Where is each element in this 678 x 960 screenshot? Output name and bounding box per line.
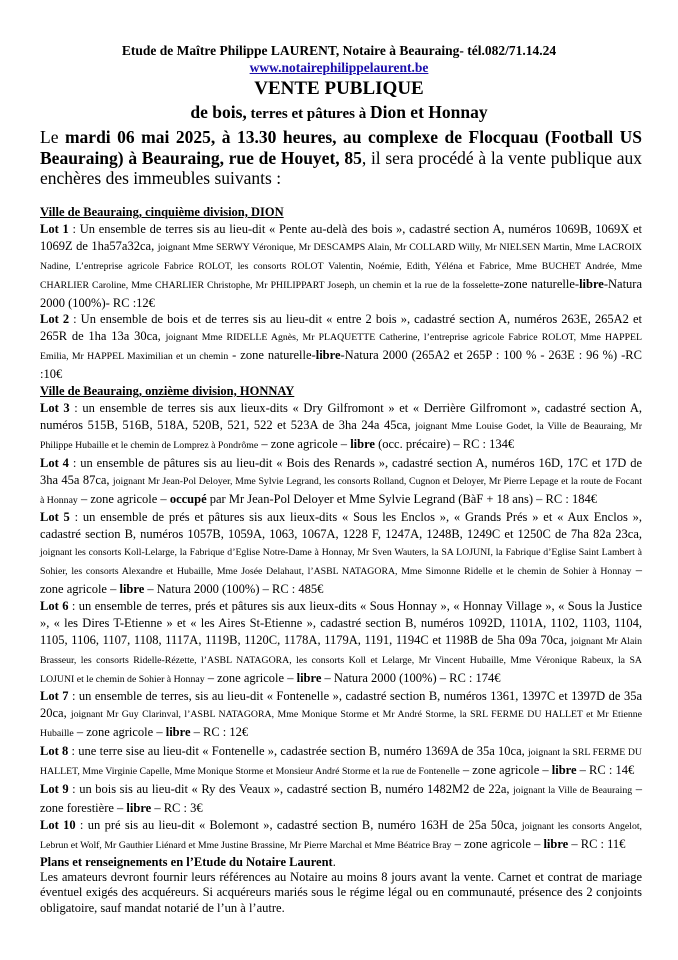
subtitle-part: terres et pâtures à [246,106,370,122]
lot-status: libre [315,348,341,363]
closing-block [40,855,642,916]
lot-neighbours: joignant Mme Louise Godet, la Ville de Beauraing, Mr Philippe Hubaille et le chemin de Lomprez à Pondrôme [40,420,643,451]
intro-text: , il sera procédé à la vente publique aux enchères des immeubles suivants : [40,147,642,188]
lot-label: Lot 2 [40,312,70,327]
lot-zone: – zone agricole – [73,725,166,740]
lot-item [40,221,642,312]
lot-item [40,311,642,383]
lot-item [40,743,642,781]
lot-label: Lot 7 [40,689,69,704]
lot-zone: – zone agricole – [40,563,642,597]
lot-description: : un bois sis au lieu-dit « Ry des Veaux », cadastré section B, numéro 1482M2 de 22a, [68,782,514,796]
lot-description: : Un ensemble de bois et de terres sis au lieu-dit « entre 2 bois », cadastré section A, numéros 263E, 265A2 et 265R de 1ha 13a 30ca, [40,312,643,344]
subtitle-part: Dion et Honnay [369,102,488,122]
intro-paragraph [40,127,642,189]
lot-status: libre [119,582,145,597]
lot-rc: par Mr Jean-Pol Deloyer et Mme Sylvie Legrand (BàF + 18 ans) – RC : 184€ [206,491,597,506]
lot-label: Lot 6 [40,598,69,613]
lot-neighbours: joignant la Ville de Beauraing [513,785,633,796]
lot-description: : un ensemble de prés et pâtures sis aux lieux-dits « Sous les Enclos », « Grands Prés » et « Aux Enclos », cadastré section B, numéros 1057B, 1059A, 1063, 1067A, 1228 F, 1247A, 1248B, 1249C et 1250C de 7ha 82a 23ca, [40,510,642,542]
sale-location: , au complexe de Flocquau (Football US Beauraing) à Beauraing, rue de Houyet, 85 [40,127,642,168]
lot-neighbours: joignant Mr Jean-Pol Deloyer, Mme Sylvie Legrand, les consorts Rolland, Cugnon et Deloyer, Mr Pierre Lepage et la route de Focant à Honnay [40,475,642,506]
sale-date: mardi 06 mai 2025, à 13.30 heures [64,127,333,147]
lot-neighbours: joignant Mr Alain Brasseur, les consorts Ridelle-Rézette, l’ASBL NATAGORA, les consorts Koll et Lelarge, Mr Vincent Hubaille, Mme Véronique Rabeux, la SA LOJUNI et le chemin de Sohier à Honnay [40,635,642,685]
lot-rc: – Natura 2000 (100%) – RC : 485€ [144,582,324,597]
lot-rc: -Natura 2000 (100%)- RC :12€ [40,276,643,310]
lot-neighbours: joignant Mme RIDELLE Agnès, Mr PLAQUETTE Catherine, l’entreprise agricole Fabrice ROLOT, Mme HAPPEL Emilia, Mr HAPPEL Maximilian et un chemin [40,332,642,363]
lot-status: libre [165,725,191,740]
lot-status: libre [543,836,569,851]
lot-description: : un ensemble de pâtures sis au lieu-dit « Bois des Renards », cadastré section A, numéros 16D, 17C et 17D de 3ha 45a 87ca, [40,455,643,487]
lot-neighbours: joignant les consorts Angelot, Lebrun et Wolf, Mr Gauthier Liénard et Mme Justine Brassine, Mr Pierre Marchal et Mme Béatrice Bray [40,820,643,851]
lot-item [40,400,642,455]
office-header: Etude de Maître Philippe LAURENT, Notaire à Beauraing- tél.082/71.14.24 [121,43,557,58]
lot-item [40,455,642,510]
website-link[interactable]: www.notairephilippelaurent.be [249,60,429,75]
lot-rc: -Natura 2000 (265A2 et 265P : 100 % - 263E : 96 %) -RC :10€ [40,348,642,382]
lot-neighbours: joignant les consorts Koll-Lelarge, la Fabrique d’Eglise Notre-Dame à Honnay, Mr Sven Wauters, la SA LOJUNI, la Fabrique d’Eglise Saint Lambert à Sohier, les consorts Alexandre et Hubaille, Mme Josée Delahaut, l’ASBL NATAGORA, Mme Simonne Ridelle et le chemin de Sohier à Honnay [40,547,642,578]
lot-zone: – zone agricole – [451,836,544,851]
lots-list [40,204,642,855]
lot-description: : un pré sis au lieu-dit « Bolemont », cadastré section B, numéro 163H de 25a 50ca, [75,817,522,832]
lot-description: : un ensemble de terres, sis au lieu-dit « Fontenelle », cadastré section B, numéros 1361, 1397C et 1397D de 35a 20ca, [40,689,643,721]
lot-item [40,817,642,855]
page-subtitle [20,104,658,122]
lot-zone: – zone agricole – [77,491,170,506]
lot-description: : Un ensemble de terres sis au lieu-dit « Pente au-delà des bois », cadastré section A, numéros 1069B, 1069X et 1069Z de 1ha57a32ca, [40,221,642,253]
lot-zone: – zone agricole – [204,670,297,685]
lot-description: : un ensemble de terres sis aux lieux-dits « Dry Gilfromont » et « Derrière Gilfromont », cadastré section A, numéros 515B, 516B, 518A, 520B, 521, 522 et 523A de 3ha 24a 45ca, [40,400,643,432]
closing-heading [40,855,642,870]
lot-description: : une terre sise au lieu-dit « Fontenelle », cadastrée section B, numéro 1369A de 35a 10ca, [68,744,529,759]
lot-label: Lot 9 [40,782,69,796]
lot-label: Lot 1 [40,221,69,236]
lot-status: libre [126,800,152,815]
lot-zone: -zone naturelle- [499,276,580,291]
section-heading-honnay: Ville de Beauraing, onzième division, HONNAY [40,384,295,399]
lot-neighbours: joignant la SRL FERME DU HALLET, Mme Virginie Capelle, Mme Monique Storme et Monsieur André Storme et la rue de Fontenelle [40,747,642,778]
lot-neighbours: joignant Mr Guy Clarinval, l’ASBL NATAGORA, Mme Monique Storme et Mr André Storme, la SRL FERME DU HALLET et Mr Etienne Hubaille [40,709,642,740]
page-title: VENTE PUBLIQUE [254,78,424,99]
closing-text: Les amateurs devront fournir leurs références au Notaire au moins 8 jours avant la vente. Carnet et contrat de mariage éventuel exigés des acquéreurs. Si acquéreurs mariés sous le régime légal ou en communauté, présence des 2 conjoints obligatoire, sauf mandat notarié de l’un à l’autre. [40,870,642,915]
lot-zone: – zone forestière – [40,782,642,815]
subtitle-part: de bois, [190,102,247,122]
lot-item [40,509,642,598]
lot-status: libre [551,763,577,778]
lot-neighbours: joignant Mme SERWY Véronique, Mr DESCAMPS Alain, Mr COLLARD Willy, Mr NIELSEN Martin, Mme LACROIX Nadine, L’entreprise agricole Fabrice ROLOT, les consorts ROLOT Valentin, Noémie, Edith, Yéléna et Fabrice, Mme BUCHET Andrée, Mme CHARLIER Caroline, Mme CHARLIER Christophe, Mr PHILIPPART Joseph, un chemin et la rue de la fosselette [40,241,642,291]
section-heading-dion: Ville de Beauraing, cinquième division, DION [40,205,284,219]
lot-status: libre [579,276,604,291]
lot-label: Lot 5 [40,510,70,525]
lot-zone: – zone agricole – [258,436,351,451]
lot-rc: – RC : 11€ [568,836,626,851]
lot-description: : un ensemble de terres, prés et pâtures sis aux lieux-dits « Sous Honnay », « Honnay Village », « Sous la Justice », « les Dires T-Etienne » et « les Aires St-Etienne », cadastré section B, numéros 1092D, 1101A, 1102, 1103, 1104, 1105, 1106, 1107, 1108, 1117A, 1119B, 1120C, 1178A, 1179A, 1191, 1194C et 1198B de 5ha 09a 70ca, [40,598,642,647]
lot-zone: - zone naturelle- [228,348,316,363]
lot-rc: – RC : 12€ [190,725,249,740]
intro-text: Le [40,127,65,147]
lot-rc: – RC : 3€ [151,800,203,815]
lot-label: Lot 3 [40,400,70,415]
lot-rc: – Natura 2000 (100%) – RC : 174€ [321,670,501,685]
lot-label: Lot 8 [40,744,69,759]
closing-heading-text: Plans et renseignements en l’Etude du Notaire Laurent [40,855,333,869]
lot-status: libre [296,670,322,685]
lot-status: occupé [169,491,207,506]
lot-label: Lot 4 [40,455,69,470]
lot-item [40,781,642,817]
closing-heading-end: . [332,855,336,869]
lot-item [40,598,642,689]
lot-zone: – zone agricole – [459,763,552,778]
lot-status: libre [350,436,375,451]
lot-rc: (occ. précaire) – RC : 134€ [374,436,515,451]
lot-item [40,688,642,743]
lot-rc: – RC : 14€ [576,763,635,778]
lot-label: Lot 10 [40,817,76,832]
